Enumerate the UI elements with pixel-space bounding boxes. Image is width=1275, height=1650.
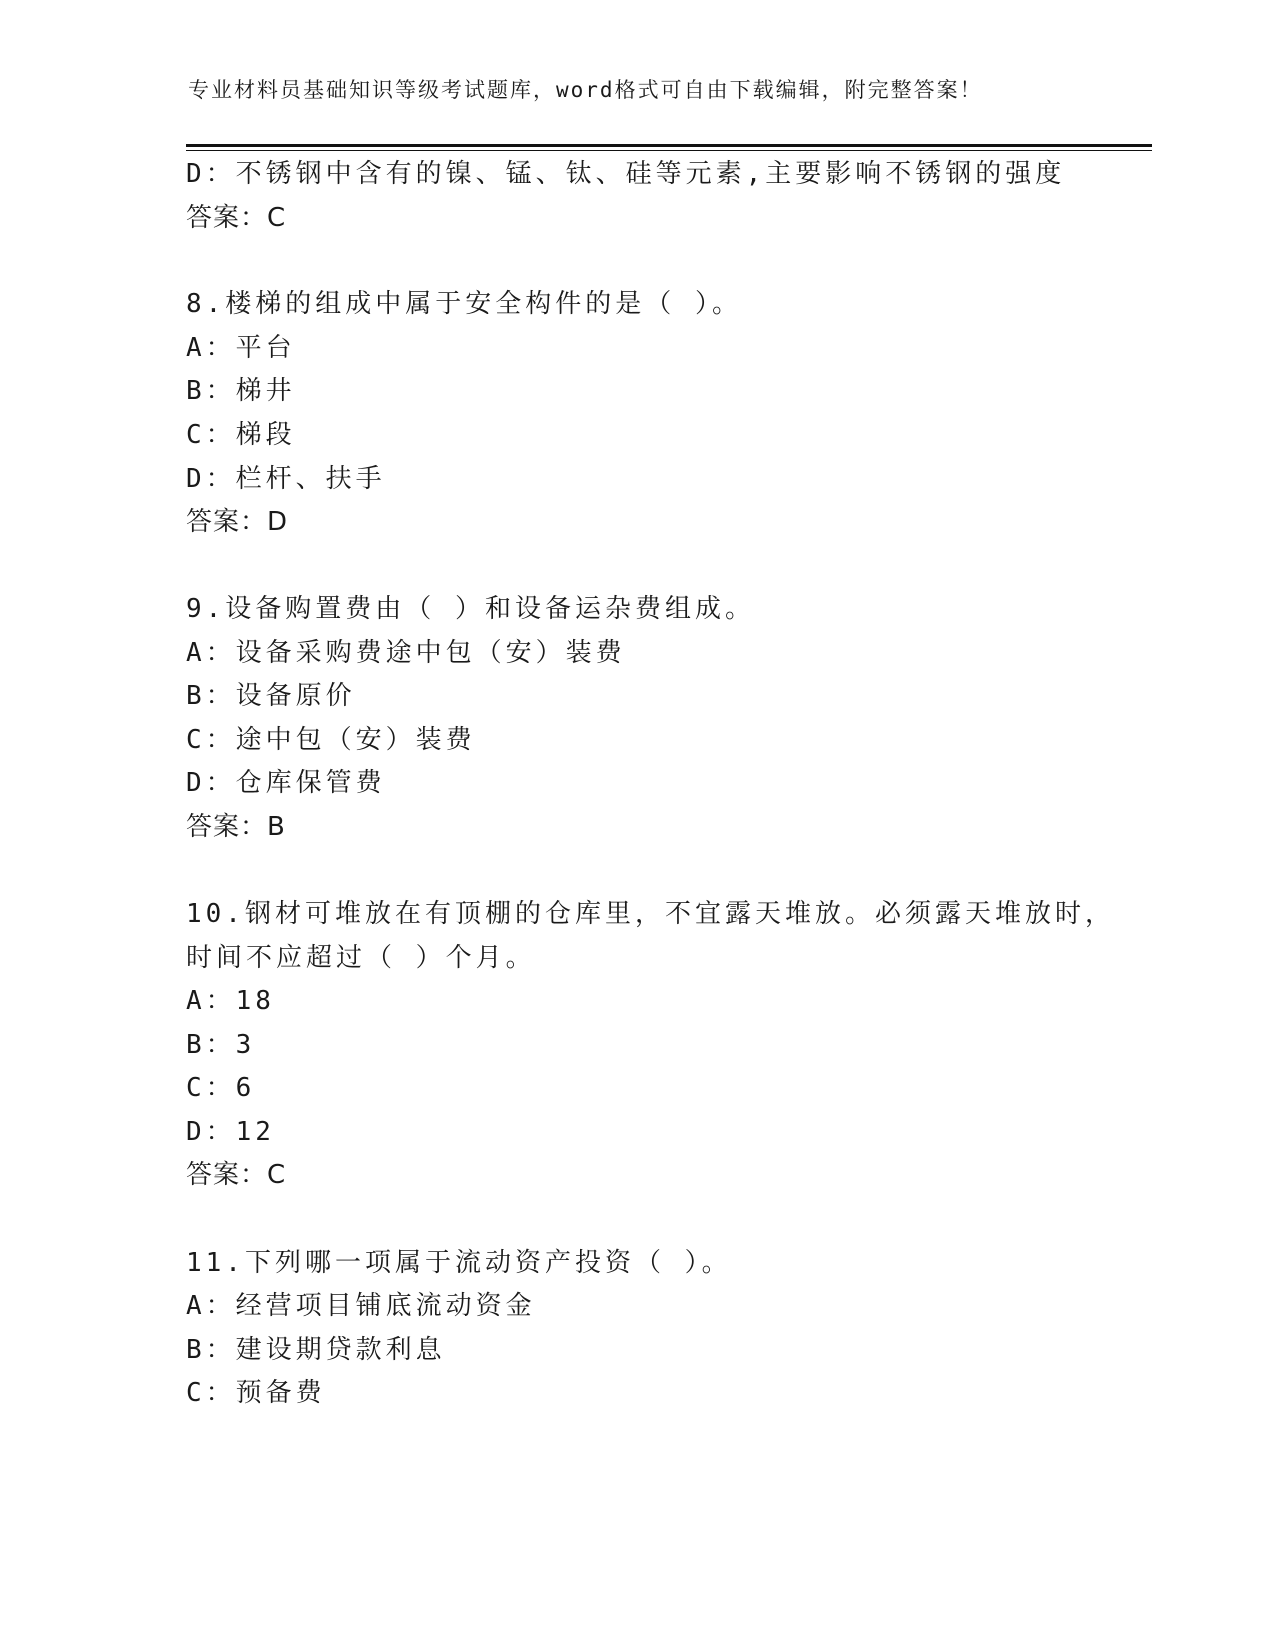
q9-answer: 答案：B: [186, 812, 286, 842]
q9-question: 9.设备购置费由（ ）和设备运杂费组成。: [186, 594, 755, 624]
q8-answer: 答案：D: [186, 507, 289, 537]
header-rule-thin: [186, 150, 1152, 151]
q10-option-b: B：3: [186, 1030, 256, 1060]
q9-option-c: C：途中包（安）装费: [186, 725, 476, 755]
header-rule-thick: [186, 144, 1152, 147]
q9-option-d: D：仓库保管费: [186, 768, 386, 798]
q7-option-d: D：不锈钢中含有的镍、锰、钛、硅等元素,主要影响不锈钢的强度: [186, 159, 1066, 189]
q10-option-c: C：6: [186, 1073, 256, 1103]
q8-option-a: A：平台: [186, 333, 296, 363]
q7-answer: 答案：C: [186, 203, 287, 233]
q8-question: 8.楼梯的组成中属于安全构件的是（ ）。: [186, 289, 742, 319]
q11-question: 11.下列哪一项属于流动资产投资（ ）。: [186, 1248, 732, 1278]
q10-answer: 答案：C: [186, 1160, 287, 1190]
q10-option-a: A：18: [186, 986, 275, 1016]
q10-question-line2: 时间不应超过（ ）个月。: [186, 943, 536, 973]
q10-question-line1: 10.钢材可堆放在有顶棚的仓库里，不宜露天堆放。必须露天堆放时，: [186, 899, 1115, 929]
q11-option-b: B：建设期贷款利息: [186, 1335, 446, 1365]
q11-option-c: C：预备费: [186, 1378, 326, 1408]
q8-option-c: C：梯段: [186, 420, 296, 450]
q9-option-a: A：设备采购费途中包（安）装费: [186, 638, 626, 668]
q8-option-d: D：栏杆、扶手: [186, 464, 386, 494]
q10-option-d: D：12: [186, 1117, 275, 1147]
page-header: 专业材料员基础知识等级考试题库，word格式可自由下载编辑，附完整答案！: [188, 78, 983, 102]
q11-option-a: A：经营项目铺底流动资金: [186, 1291, 536, 1321]
q9-option-b: B：设备原价: [186, 681, 356, 711]
q8-option-b: B：梯井: [186, 376, 296, 406]
